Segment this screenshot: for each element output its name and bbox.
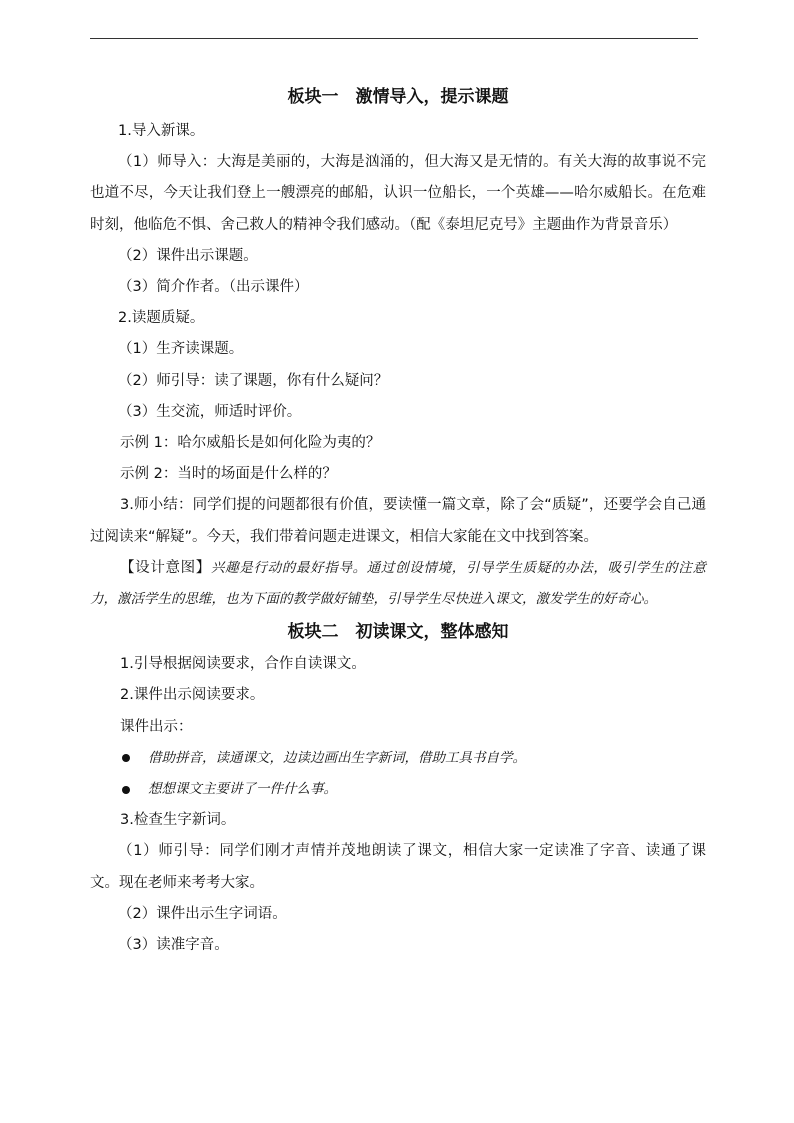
paragraph: 3.师小结：同学们提的问题都很有价值，要读懂一篇文章，除了会“质疑”，还要学会自己通过阅读来“解疑”。今天，我们带着问题走进课文，相信大家能在文中找到答案。	[90, 497, 706, 545]
list-item	[90, 743, 706, 774]
design-intent-text: 兴趣是行动的最好指导。通过创设情境，引导学生质疑的办法，吸引学生的注意力，激活学生的思维，也为下面的教学做好铺垫，引导学生尽快进入课文，激发学生的好奇心。	[90, 559, 707, 608]
paragraph: （3）读准字音。	[118, 937, 229, 954]
paragraph: 示例 1：哈尔威船长是如何化险为夷的？	[120, 435, 381, 452]
paragraph: （3）生交流，师适时评价。	[118, 403, 302, 420]
paragraph: 2.课件出示阅读要求。	[120, 687, 265, 704]
section2-heading: 板块二 初读课文，整体感知	[287, 622, 509, 643]
bullet-icon	[122, 786, 130, 794]
paragraph: （2）课件出示生字词语。	[118, 905, 287, 922]
paragraph: （3）简介作者。（出示课件）	[118, 279, 309, 296]
paragraph: 3.检查生字新词。	[120, 812, 236, 829]
bullet-text: 借助拼音，读通课文，边读边画出生字新词，借助工具书自学。	[148, 749, 526, 766]
paragraph: 课件出示：	[120, 718, 193, 735]
paragraph: 2.读题质疑。	[118, 310, 205, 327]
section1-heading: 板块一 激情导入，提示课题	[287, 87, 509, 107]
paragraph: （2）师引导：读了课题，你有什么疑问？	[118, 372, 389, 389]
paragraph: （1）生齐读课题。	[118, 341, 244, 358]
paragraph: 1.引导根据阅读要求，合作自读课文。	[120, 656, 366, 673]
paragraph: 示例 2：当时的场面是什么样的？	[120, 466, 337, 483]
paragraph: （1）师引导：同学们刚才声情并茂地朗读了课文，相信大家一定读准了字音、读通了课文。现在老师来考考大家。	[90, 843, 706, 891]
bullet-icon	[122, 754, 130, 762]
header-rule	[90, 38, 698, 39]
paragraph: 1.导入新课。	[118, 123, 205, 139]
bullet-text: 想想课文主要讲了一件什么事。	[148, 781, 337, 798]
paragraph: （1）师导入：大海是美丽的，大海是汹涌的，但大海又是无情的。有关大海的故事说不完也道不尽，今天让我们登上一艘漂亮的邮船，认识一位船长，一个英雄——哈尔威船长。在危难时刻，他临危不惧、舍己救人的精神令我们感动。（配《泰坦尼克号》主题曲作为背景音乐）	[90, 154, 706, 233]
paragraph: （2）课件出示课题。	[118, 247, 258, 264]
design-intent	[90, 553, 706, 615]
list-item	[90, 774, 706, 805]
lesson-content	[90, 80, 706, 961]
design-intent-label: 【设计意图】	[120, 559, 211, 576]
